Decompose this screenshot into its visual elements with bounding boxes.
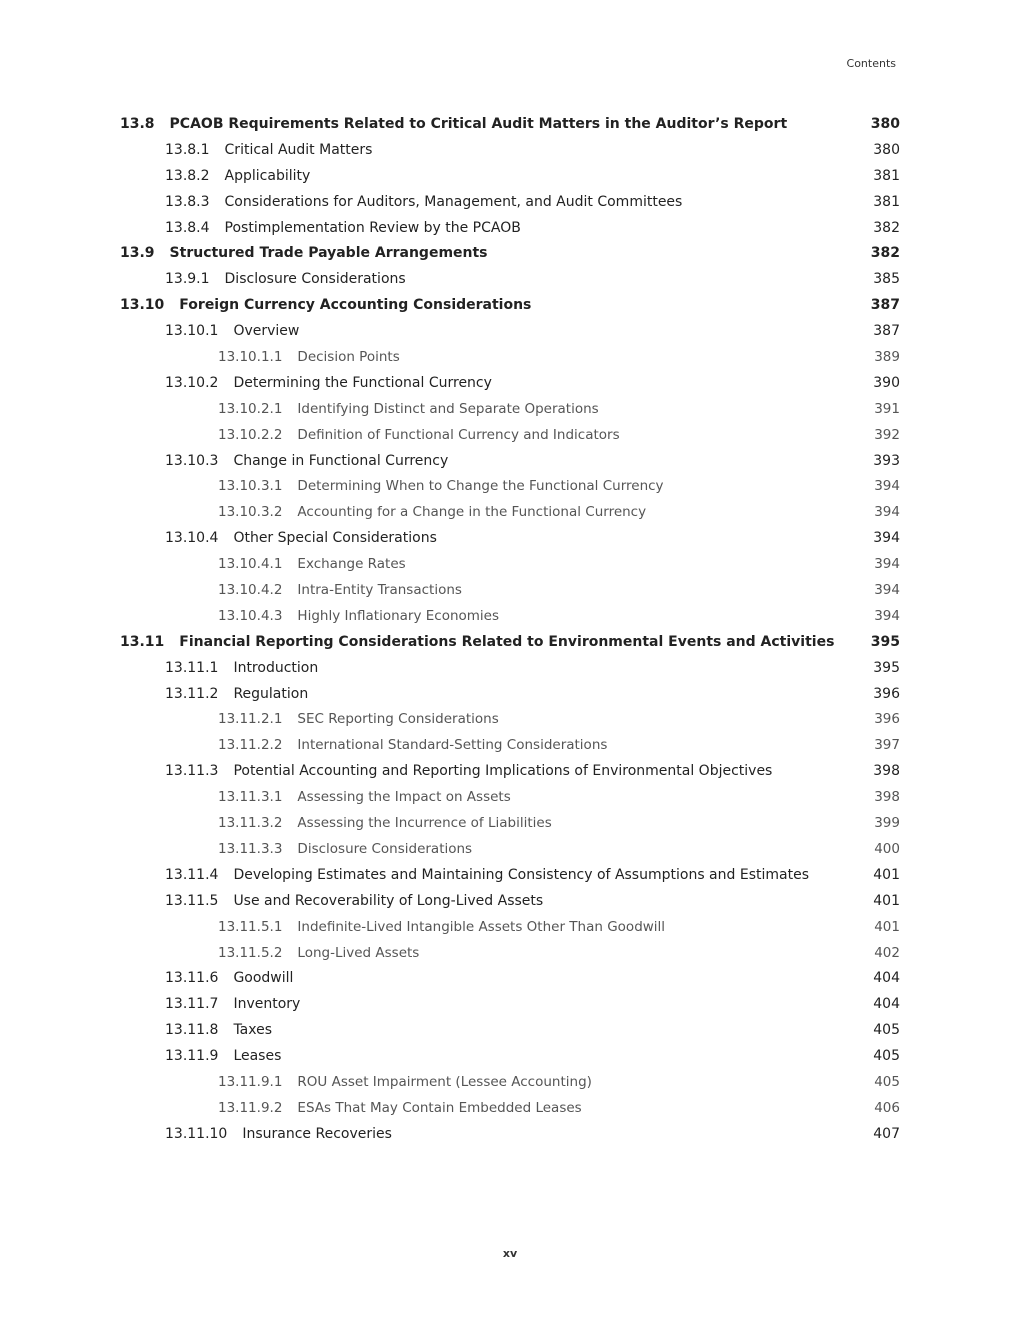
toc-entry[interactable] <box>120 682 900 708</box>
toc-entry[interactable] <box>120 785 900 811</box>
toc-entry-page: 407 <box>873 1125 900 1142</box>
toc-entry[interactable] <box>120 552 900 578</box>
toc-entry[interactable] <box>120 1096 900 1122</box>
toc-entry-title: Insurance Recoveries <box>242 1125 392 1142</box>
toc-entry-title: Foreign Currency Accounting Considerations <box>179 297 532 314</box>
toc-entry[interactable] <box>120 915 900 941</box>
toc-entry-page: 401 <box>873 866 900 883</box>
toc-entry-page: 390 <box>873 374 900 391</box>
toc-entry-title: Other Special Considerations <box>233 530 437 547</box>
toc-entry[interactable] <box>120 241 900 267</box>
toc-entry-number: 13.11.9 <box>165 1048 219 1065</box>
toc-entry-title: Determining the Functional Currency <box>233 374 492 391</box>
toc-entry-number: 13.10.3.2 <box>218 504 283 521</box>
toc-entry-title: Potential Accounting and Reporting Implications of Environmental Objectives <box>233 763 773 780</box>
toc-entry-title: Indefinite-Lived Intangible Assets Other Than Goodwill <box>297 918 666 935</box>
toc-entry-number: 13.11.3 <box>165 763 219 780</box>
toc-entry[interactable] <box>120 1070 900 1096</box>
toc-entry-number: 13.8 <box>120 116 155 132</box>
toc-entry-title: Critical Audit Matters <box>224 141 373 158</box>
toc-entry[interactable] <box>120 1122 900 1148</box>
toc-entry-page: 387 <box>870 297 900 314</box>
toc-entry-number: 13.11.6 <box>165 970 219 987</box>
toc-entry-number: 13.11.10 <box>165 1125 228 1142</box>
toc-entry[interactable] <box>120 733 900 759</box>
toc-entry-page: 398 <box>874 789 900 806</box>
toc-entry-page: 392 <box>874 426 900 443</box>
toc-entry-title: Disclosure Considerations <box>224 271 406 288</box>
toc-entry-page: 382 <box>873 219 900 236</box>
toc-entry-title: Definition of Functional Currency and Indicators <box>297 426 620 443</box>
toc-entry[interactable] <box>120 1018 900 1044</box>
toc-entry-page: 395 <box>873 659 900 676</box>
toc-entry-page: 380 <box>870 116 900 132</box>
toc-entry-page: 401 <box>873 892 900 909</box>
toc-entry-page: 394 <box>874 478 900 495</box>
toc-entry-number: 13.11.1 <box>165 659 219 676</box>
toc-entry-title: Taxes <box>233 1022 273 1039</box>
toc-entry-number: 13.11.3.3 <box>218 840 283 857</box>
toc-entry[interactable] <box>120 811 900 837</box>
toc-entry-title: Assessing the Impact on Assets <box>297 789 511 806</box>
toc-entry-page: 398 <box>873 763 900 780</box>
toc-entry-title: Considerations for Auditors, Management, and Audit Committees <box>224 193 683 210</box>
toc-entry-page: 393 <box>873 452 900 469</box>
toc-entry-number: 13.11.3.1 <box>218 789 283 806</box>
toc-entry-page: 385 <box>873 271 900 288</box>
toc-entry-page: 382 <box>870 245 900 262</box>
toc-entry-number: 13.10.2 <box>165 374 219 391</box>
toc-entry-title: Inventory <box>233 996 301 1013</box>
toc-entry-page: 394 <box>874 556 900 573</box>
toc-entry[interactable] <box>120 941 900 967</box>
toc-entry[interactable] <box>120 474 900 500</box>
toc-entry-page: 404 <box>873 970 900 987</box>
toc-entry-number: 13.11.3.2 <box>218 815 283 832</box>
toc-entry-number: 13.11.5 <box>165 892 219 909</box>
toc-entry-page: 395 <box>870 633 900 650</box>
toc-entry-number: 13.11.2.2 <box>218 737 283 754</box>
toc-entry-number: 13.11.9.2 <box>218 1099 283 1116</box>
toc-entry-number: 13.10.4.1 <box>218 556 283 573</box>
toc-entry-page: 394 <box>874 582 900 599</box>
toc-entry-number: 13.11.4 <box>165 866 219 883</box>
toc-entry-number: 13.11.9.1 <box>218 1073 283 1090</box>
toc-entry[interactable] <box>120 423 900 449</box>
toc-entry-page: 380 <box>873 141 900 158</box>
toc-entry-number: 13.11.7 <box>165 996 219 1013</box>
toc-entry-number: 13.10.1 <box>165 323 219 340</box>
toc-entry-page: 394 <box>874 607 900 624</box>
toc-entry-title: Structured Trade Payable Arrangements <box>169 245 488 262</box>
toc-entry-title: Exchange Rates <box>297 556 406 573</box>
toc-entry-title: Determining When to Change the Functional Currency <box>297 478 664 495</box>
toc-entry[interactable] <box>120 267 900 293</box>
toc-entry-number: 13.10.4.3 <box>218 607 283 624</box>
toc-entry-title: Use and Recoverability of Long-Lived Assets <box>233 892 544 909</box>
toc-entry-title: Disclosure Considerations <box>297 840 473 857</box>
toc-entry-page: 399 <box>874 815 900 832</box>
toc-entry[interactable] <box>120 397 900 423</box>
toc-entry-page: 394 <box>873 530 900 547</box>
toc-entry-page: 396 <box>874 711 900 728</box>
toc-entry[interactable] <box>120 371 900 397</box>
toc-entry[interactable] <box>120 759 900 785</box>
toc-entry-number: 13.11.2 <box>165 685 219 702</box>
toc-entry-number: 13.9 <box>120 245 155 262</box>
toc-entry-title: Developing Estimates and Maintaining Consistency of Assumptions and Estimates <box>233 866 809 883</box>
toc-entry-page: 391 <box>874 400 900 417</box>
toc-entry-number: 13.10.4 <box>165 530 219 547</box>
toc-entry-number: 13.8.2 <box>165 167 210 184</box>
toc-entry[interactable] <box>120 449 900 475</box>
toc-entry-title: PCAOB Requirements Related to Critical Audit Matters in the Auditor’s Report <box>169 116 788 132</box>
toc-entry-page: 381 <box>873 167 900 184</box>
toc-entry-number: 13.11.5.2 <box>218 944 283 961</box>
toc-entry-page: 402 <box>874 944 900 961</box>
toc-entry[interactable] <box>120 992 900 1018</box>
toc-entry-title: Leases <box>233 1048 282 1065</box>
toc-entry[interactable] <box>120 526 900 552</box>
toc-entry-number: 13.11.5.1 <box>218 918 283 935</box>
toc-entry-title: ESAs That May Contain Embedded Leases <box>297 1099 582 1116</box>
running-header: Contents <box>846 57 896 70</box>
toc-entry-number: 13.10 <box>120 297 165 314</box>
toc-entry-title: Change in Functional Currency <box>233 452 449 469</box>
toc-entry[interactable] <box>120 293 900 319</box>
toc-entry[interactable] <box>120 1044 900 1070</box>
toc-entry[interactable] <box>120 190 900 216</box>
toc-entry-page: 387 <box>873 323 900 340</box>
toc-entry[interactable] <box>120 319 900 345</box>
toc-entry-title: Long-Lived Assets <box>297 944 420 961</box>
toc-entry-number: 13.10.2.1 <box>218 400 283 417</box>
toc-entry-page: 394 <box>874 504 900 521</box>
page-number: xv <box>502 1247 518 1260</box>
toc-entry[interactable] <box>120 707 900 733</box>
toc-entry-title: Postimplementation Review by the PCAOB <box>224 219 521 236</box>
toc-entry-number: 13.9.1 <box>165 271 210 288</box>
toc-entry-page: 406 <box>874 1099 900 1116</box>
toc-entry-page: 381 <box>873 193 900 210</box>
toc-entry-title: Goodwill <box>233 970 294 987</box>
toc-entry-number: 13.10.1.1 <box>218 349 283 366</box>
toc-entry[interactable] <box>120 837 900 863</box>
toc-entry[interactable] <box>120 112 900 138</box>
toc-entry[interactable] <box>120 863 900 889</box>
toc-entry-page: 404 <box>873 996 900 1013</box>
toc-entry-page: 405 <box>873 1048 900 1065</box>
toc-entry-number: 13.8.4 <box>165 219 210 236</box>
toc-entry-title: SEC Reporting Considerations <box>297 711 499 728</box>
toc-entry-title: Highly Inflationary Economies <box>297 607 500 624</box>
toc-entry-title: Regulation <box>233 685 309 702</box>
toc-entry-title: Intra-Entity Transactions <box>297 582 462 599</box>
toc-entry[interactable] <box>120 604 900 630</box>
toc-entry[interactable] <box>120 164 900 190</box>
toc-entry-title: Decision Points <box>297 349 400 366</box>
toc-entry[interactable] <box>120 656 900 682</box>
toc-entry-title: Overview <box>233 323 300 340</box>
toc-entry[interactable] <box>120 345 900 371</box>
toc-entry-number: 13.10.3 <box>165 452 219 469</box>
toc-entry-number: 13.10.3.1 <box>218 478 283 495</box>
toc-entry-page: 405 <box>874 1073 900 1090</box>
toc-entry-page: 396 <box>873 685 900 702</box>
toc-entry-page: 401 <box>874 918 900 935</box>
toc-entry-title: ROU Asset Impairment (Lessee Accounting) <box>297 1073 592 1090</box>
toc-entry-page: 405 <box>873 1022 900 1039</box>
toc-entry[interactable] <box>120 889 900 915</box>
toc-entry-number: 13.11 <box>120 633 165 650</box>
toc-entry-title: Applicability <box>224 167 311 184</box>
toc-entry-number: 13.10.2.2 <box>218 426 283 443</box>
toc-entry-title: Identifying Distinct and Separate Operations <box>297 400 599 417</box>
toc-entry[interactable] <box>120 138 900 164</box>
toc-entry-number: 13.8.1 <box>165 141 210 158</box>
toc-entry-page: 389 <box>874 349 900 366</box>
toc-entry-title: Introduction <box>233 659 319 676</box>
toc-entry-title: Financial Reporting Considerations Related to Environmental Events and Activities <box>179 633 835 650</box>
toc-entry-title: Assessing the Incurrence of Liabilities <box>297 815 552 832</box>
toc-entry[interactable] <box>120 578 900 604</box>
toc-entry[interactable] <box>120 966 900 992</box>
toc-entry-page: 400 <box>874 840 900 857</box>
toc-entry[interactable] <box>120 500 900 526</box>
toc-entry-title: Accounting for a Change in the Functional Currency <box>297 504 647 521</box>
toc-entry-title: International Standard-Setting Considerations <box>297 737 608 754</box>
toc-entry-number: 13.8.3 <box>165 193 210 210</box>
toc-entry-page: 397 <box>874 737 900 754</box>
toc-entry[interactable] <box>120 216 900 242</box>
toc-entry-number: 13.10.4.2 <box>218 582 283 599</box>
toc-entry-number: 13.11.8 <box>165 1022 219 1039</box>
toc-entry[interactable] <box>120 630 900 656</box>
toc-entry-number: 13.11.2.1 <box>218 711 283 728</box>
table-of-contents <box>120 112 900 1148</box>
